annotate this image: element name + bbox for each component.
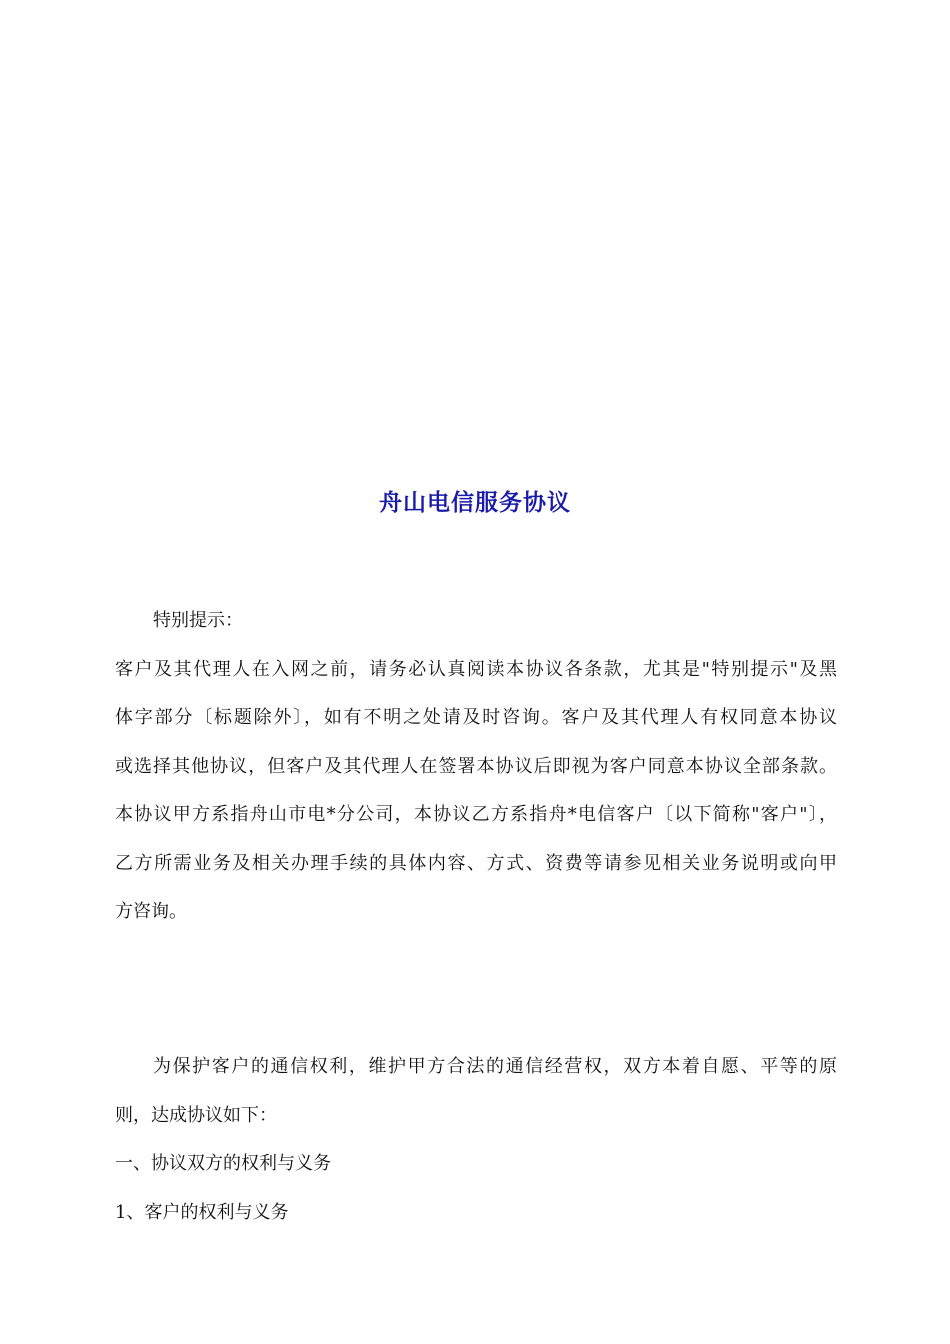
document-title: 舟山电信服务协议 xyxy=(379,489,571,516)
section-heading: 一、协议双方的权利与义务 xyxy=(115,1153,331,1174)
preamble-line: 为保护客户的通信权利，维护甲方合法的通信经营权，双方本着自愿、平等的原 xyxy=(153,1056,837,1077)
notice-line: 客户及其代理人在入网之前，请务必认真阅读本协议各条款，尤其是"特别提示"及黑 xyxy=(115,658,837,680)
notice-line: 或选择其他协议，但客户及其代理人在签署本协议后即视为客户同意本协议全部条款。 xyxy=(115,755,837,777)
preamble-line: 则，达成协议如下： xyxy=(115,1104,277,1126)
notice-line: 方咨询。 xyxy=(115,901,187,922)
notice-line: 体字部分〔标题除外〕，如有不明之处请及时咨询。客户及其代理人有权同意本协议 xyxy=(115,707,837,728)
notice-heading: 特别提示： xyxy=(153,610,243,631)
subsection-heading: 1、客户的权利与义务 xyxy=(115,1201,289,1223)
notice-line: 本协议甲方系指舟山市电*分公司，本协议乙方系指舟*电信客户〔以下简称"客户"〕， xyxy=(115,804,837,825)
notice-section xyxy=(115,597,837,937)
preamble-section xyxy=(115,1043,837,1237)
notice-line: 乙方所需业务及相关办理手续的具体内容、方式、资费等请参见相关业务说明或向甲 xyxy=(115,852,837,874)
